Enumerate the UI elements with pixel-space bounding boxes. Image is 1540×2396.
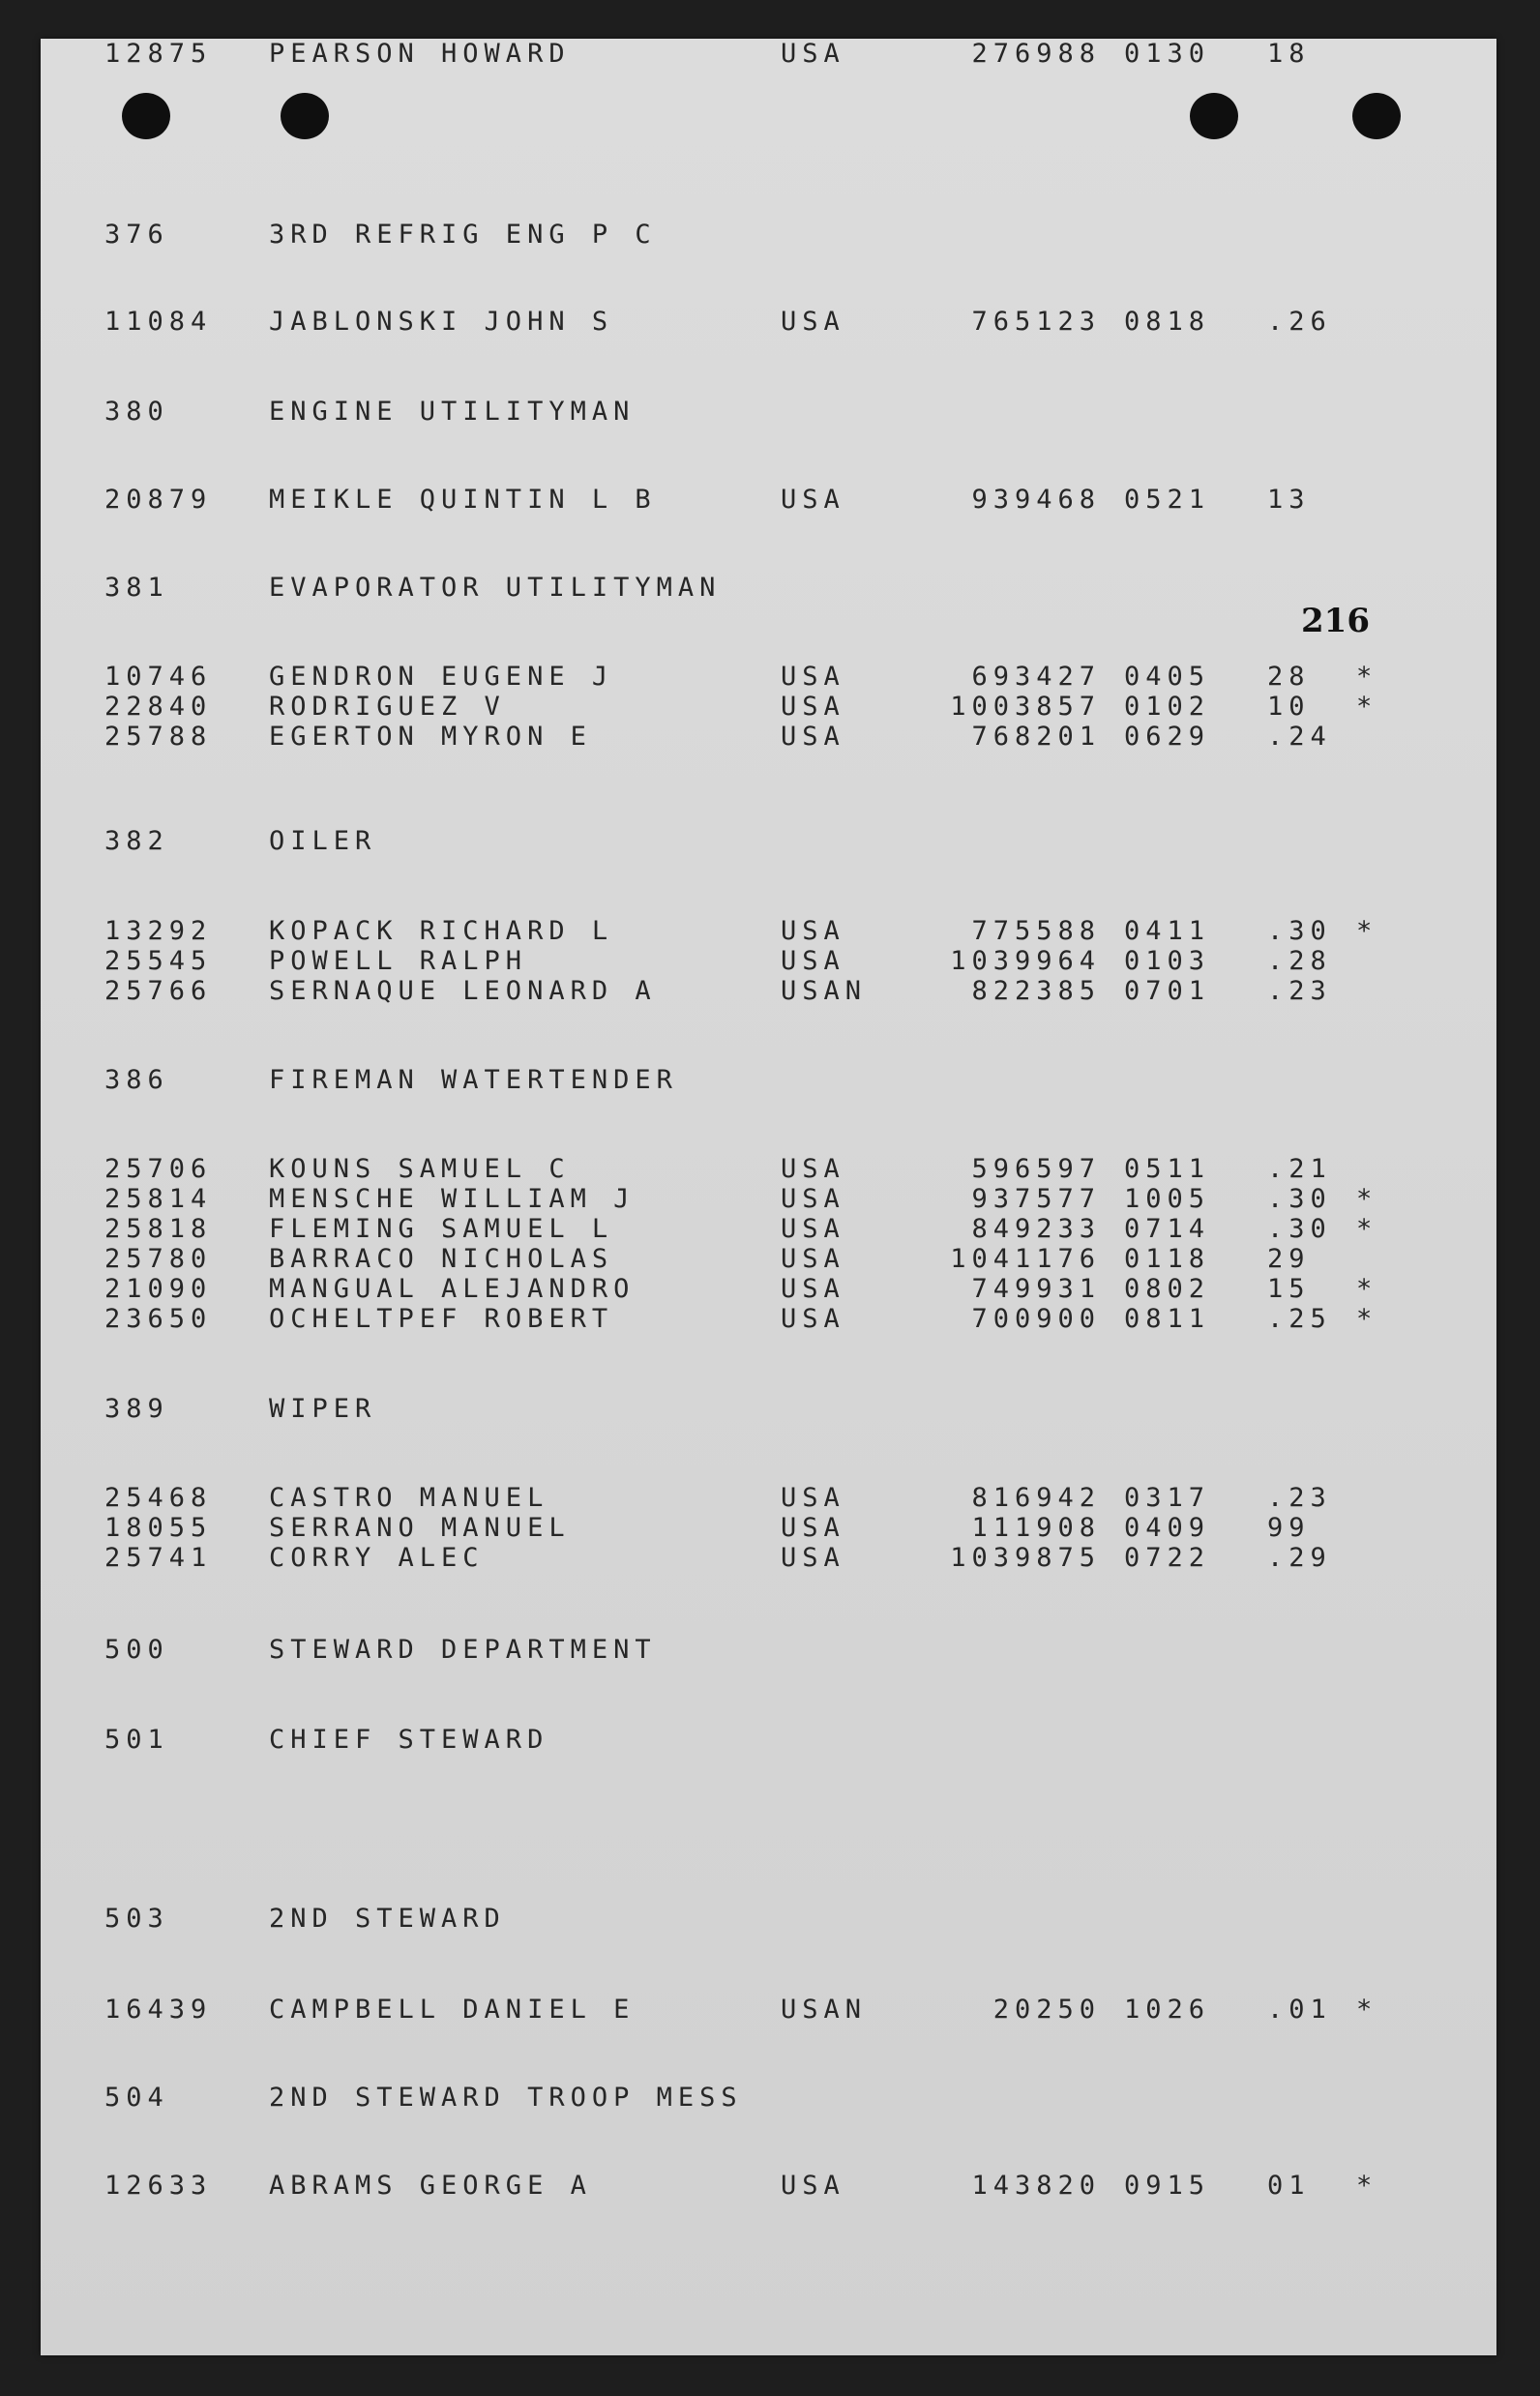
crew-number: 16439: [104, 1995, 213, 2025]
crew-value: 13: [1267, 485, 1311, 515]
section-title: OILER: [269, 826, 377, 856]
crew-id: 20250: [992, 1995, 1101, 2025]
crew-row: [41, 722, 1395, 753]
crew-date: 1005: [1124, 1184, 1211, 1214]
section-title: WIPER: [269, 1394, 377, 1424]
crew-name: CORRY ALEC: [269, 1543, 485, 1573]
section-code: 380: [104, 397, 169, 427]
crew-number: 12875: [104, 39, 213, 69]
crew-name: KOPACK RICHARD L: [269, 916, 614, 946]
crew-nationality: USA: [781, 1154, 845, 1184]
crew-value: .26: [1267, 307, 1332, 337]
crew-name: BARRACO NICHOLAS: [269, 1244, 614, 1274]
crew-nationality: USA: [781, 916, 845, 946]
crew-row: [41, 1154, 1395, 1185]
section-title: ENGINE UTILITYMAN: [269, 397, 636, 427]
crew-date: 0811: [1124, 1304, 1211, 1334]
crew-id: 111908: [971, 1513, 1101, 1543]
section-header: [41, 1635, 1395, 1666]
crew-id: 768201: [971, 722, 1101, 752]
crew-row: [41, 946, 1395, 977]
crew-nationality: USA: [781, 1274, 845, 1304]
section-code: 381: [104, 573, 169, 603]
crew-row: [41, 1244, 1395, 1275]
crew-id: 700900: [971, 1304, 1101, 1334]
crew-nationality: USA: [781, 485, 845, 515]
crew-date: 0317: [1124, 1483, 1211, 1513]
crew-date: 0714: [1124, 1214, 1211, 1244]
section-title: FIREMAN WATERTENDER: [269, 1065, 678, 1095]
crew-number: 25468: [104, 1483, 213, 1513]
crew-row: [41, 662, 1395, 693]
section-header: [41, 1065, 1395, 1096]
section-header: [41, 1394, 1395, 1425]
crew-row: [41, 692, 1395, 723]
punch-hole: [1190, 93, 1238, 139]
crew-name: EGERTON MYRON E: [269, 722, 592, 752]
crew-id: 939468: [971, 485, 1101, 515]
crew-value: .25: [1267, 1304, 1332, 1334]
crew-id: 596597: [971, 1154, 1101, 1184]
crew-value: .01: [1267, 1995, 1332, 2025]
crew-id: 775588: [971, 916, 1101, 946]
crew-nationality: USA: [781, 1244, 845, 1274]
crew-mark: *: [1356, 1274, 1378, 1304]
crew-nationality: USA: [781, 2171, 845, 2201]
crew-value: 01: [1267, 2171, 1311, 2201]
crew-value: 10: [1267, 692, 1311, 722]
crew-row: [41, 976, 1395, 1007]
section-code: 389: [104, 1394, 169, 1424]
crew-id: 693427: [971, 662, 1101, 692]
crew-nationality: USA: [781, 946, 845, 976]
crew-value: .23: [1267, 976, 1332, 1006]
section-code: 382: [104, 826, 169, 856]
crew-nationality: USA: [781, 1483, 845, 1513]
crew-id: 749931: [971, 1274, 1101, 1304]
crew-mark: *: [1356, 1995, 1378, 2025]
section-header: [41, 1904, 1395, 1935]
crew-date: 0915: [1124, 2171, 1211, 2201]
crew-row: [41, 1483, 1395, 1514]
crew-value: 29: [1267, 1244, 1311, 1274]
section-header: [41, 2083, 1395, 2114]
crew-row: [41, 485, 1395, 516]
crew-value: .30: [1267, 1184, 1332, 1214]
crew-number: 18055: [104, 1513, 213, 1543]
crew-row: [41, 1995, 1395, 2026]
crew-nationality: USA: [781, 39, 845, 69]
crew-nationality: USA: [781, 1513, 845, 1543]
crew-nationality: USAN: [781, 1995, 868, 2025]
crew-value: .29: [1267, 1543, 1332, 1573]
crew-nationality: USA: [781, 1304, 845, 1334]
crew-nationality: USA: [781, 722, 845, 752]
crew-name: KOUNS SAMUEL C: [269, 1154, 571, 1184]
crew-value: .21: [1267, 1154, 1332, 1184]
crew-value: 28: [1267, 662, 1311, 692]
page-number-stamp: 216: [1301, 602, 1370, 640]
crew-name: ABRAMS GEORGE A: [269, 2171, 592, 2201]
crew-name: POWELL RALPH: [269, 946, 528, 976]
crew-date: 0511: [1124, 1154, 1211, 1184]
crew-id: 822385: [971, 976, 1101, 1006]
crew-number: 21090: [104, 1274, 213, 1304]
crew-date: 0405: [1124, 662, 1211, 692]
crew-nationality: USA: [781, 1214, 845, 1244]
crew-id: 1003857: [950, 692, 1101, 722]
crew-nationality: USA: [781, 1543, 845, 1573]
crew-nationality: USA: [781, 307, 845, 337]
crew-nationality: USAN: [781, 976, 868, 1006]
crew-date: 0802: [1124, 1274, 1211, 1304]
crew-value: .24: [1267, 722, 1332, 752]
crew-number: 12633: [104, 2171, 213, 2201]
crew-number: 11084: [104, 307, 213, 337]
crew-value: .30: [1267, 1214, 1332, 1244]
crew-nationality: USA: [781, 1184, 845, 1214]
crew-date: 0521: [1124, 485, 1211, 515]
punch-hole: [122, 93, 170, 139]
crew-date: 0118: [1124, 1244, 1211, 1274]
crew-date: 0409: [1124, 1513, 1211, 1543]
crew-value: 18: [1267, 39, 1311, 69]
crew-id: 276988: [971, 39, 1101, 69]
crew-id: 937577: [971, 1184, 1101, 1214]
section-header: [41, 397, 1395, 428]
section-code: 500: [104, 1635, 169, 1665]
section-header: [41, 573, 1395, 604]
crew-name: PEARSON HOWARD: [269, 39, 571, 69]
crew-name: JABLONSKI JOHN S: [269, 307, 614, 337]
crew-id: 849233: [971, 1214, 1101, 1244]
crew-value: 99: [1267, 1513, 1311, 1543]
crew-name: SERRANO MANUEL: [269, 1513, 571, 1543]
crew-row: [41, 39, 1395, 70]
crew-name: MEIKLE QUINTIN L B: [269, 485, 657, 515]
crew-row: [41, 1304, 1395, 1335]
crew-name: CAMPBELL DANIEL E: [269, 1995, 636, 2025]
crew-row: [41, 1184, 1395, 1215]
crew-number: 25741: [104, 1543, 213, 1573]
crew-name: RODRIGUEZ V: [269, 692, 506, 722]
crew-date: 0818: [1124, 307, 1211, 337]
crew-date: 1026: [1124, 1995, 1211, 2025]
crew-mark: *: [1356, 2171, 1378, 2201]
crew-row: [41, 1214, 1395, 1245]
section-code: 386: [104, 1065, 169, 1095]
crew-date: 0701: [1124, 976, 1211, 1006]
section-title: STEWARD DEPARTMENT: [269, 1635, 657, 1665]
crew-number: 20879: [104, 485, 213, 515]
crew-id: 143820: [971, 2171, 1101, 2201]
crew-date: 0102: [1124, 692, 1211, 722]
section-code: 504: [104, 2083, 169, 2113]
crew-number: 25788: [104, 722, 213, 752]
crew-id: 816942: [971, 1483, 1101, 1513]
crew-date: 0722: [1124, 1543, 1211, 1573]
crew-date: 0103: [1124, 946, 1211, 976]
crew-id: 1039875: [950, 1543, 1101, 1573]
crew-id: 1041176: [950, 1244, 1101, 1274]
crew-value: 15: [1267, 1274, 1311, 1304]
crew-row: [41, 1274, 1395, 1305]
crew-name: FLEMING SAMUEL L: [269, 1214, 614, 1244]
crew-name: GENDRON EUGENE J: [269, 662, 614, 692]
crew-number: 22840: [104, 692, 213, 722]
section-title: CHIEF STEWARD: [269, 1725, 549, 1755]
crew-number: 25706: [104, 1154, 213, 1184]
section-header: [41, 1725, 1395, 1756]
crew-number: 25818: [104, 1214, 213, 1244]
crew-mark: *: [1356, 1214, 1378, 1244]
crew-value: .23: [1267, 1483, 1332, 1513]
crew-row: [41, 2171, 1395, 2202]
crew-row: [41, 916, 1395, 947]
crew-number: 25766: [104, 976, 213, 1006]
crew-name: MANGUAL ALEJANDRO: [269, 1274, 636, 1304]
section-title: EVAPORATOR UTILITYMAN: [269, 573, 722, 603]
crew-number: 25545: [104, 946, 213, 976]
crew-date: 0629: [1124, 722, 1211, 752]
crew-id: 1039964: [950, 946, 1101, 976]
crew-row: [41, 307, 1395, 338]
crew-name: MENSCHE WILLIAM J: [269, 1184, 636, 1214]
crew-row: [41, 1543, 1395, 1574]
crew-mark: *: [1356, 692, 1378, 722]
crew-number: 23650: [104, 1304, 213, 1334]
crew-name: SERNAQUE LEONARD A: [269, 976, 657, 1006]
document-page: [41, 39, 1496, 2355]
section-header: [41, 220, 1395, 251]
crew-number: 25814: [104, 1184, 213, 1214]
crew-date: 0130: [1124, 39, 1211, 69]
crew-id: 765123: [971, 307, 1101, 337]
crew-mark: *: [1356, 1304, 1378, 1334]
crew-mark: *: [1356, 1184, 1378, 1214]
section-code: 376: [104, 220, 169, 250]
section-title: 2ND STEWARD TROOP MESS: [269, 2083, 743, 2113]
crew-number: 25780: [104, 1244, 213, 1274]
section-title: 3RD REFRIG ENG P C: [269, 220, 657, 250]
crew-row: [41, 1513, 1395, 1544]
crew-name: CASTRO MANUEL: [269, 1483, 549, 1513]
crew-name: OCHELTPEF ROBERT: [269, 1304, 614, 1334]
crew-mark: *: [1356, 662, 1378, 692]
section-code: 503: [104, 1904, 169, 1934]
section-code: 501: [104, 1725, 169, 1755]
section-title: 2ND STEWARD: [269, 1904, 506, 1934]
crew-nationality: USA: [781, 692, 845, 722]
punch-hole: [1352, 93, 1401, 139]
crew-mark: *: [1356, 916, 1378, 946]
punch-hole: [281, 93, 329, 139]
section-header: [41, 826, 1395, 857]
crew-nationality: USA: [781, 662, 845, 692]
crew-value: .28: [1267, 946, 1332, 976]
crew-number: 13292: [104, 916, 213, 946]
crew-date: 0411: [1124, 916, 1211, 946]
crew-value: .30: [1267, 916, 1332, 946]
crew-number: 10746: [104, 662, 213, 692]
